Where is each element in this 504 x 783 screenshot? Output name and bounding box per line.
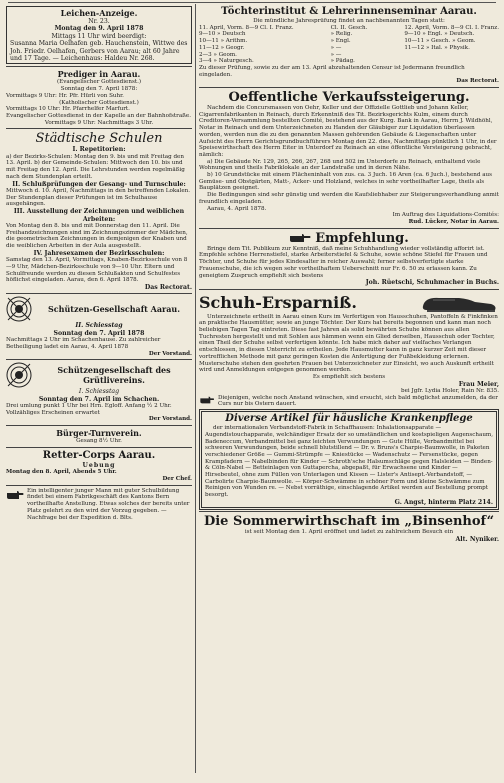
gruetli-title: Schützengesellschaft des Grütlivereins. [57, 365, 171, 386]
schuetzen-gesellschaft [6, 296, 192, 357]
versteigerung-place: Aarau, 4. April 1878. [207, 205, 267, 212]
schedule-row: » — [330, 51, 342, 58]
empfehlung [199, 231, 499, 287]
schedule-row: 11—12 » Ital. » Physik. [404, 44, 470, 51]
leichen-no: Nr. 23. [88, 18, 110, 25]
schedule-row: 2—3 » Geom. [199, 51, 237, 58]
versteigerung-footer: Die Bedingungen sind sehr günstig und werden die Kaufsliebhaber zur Steigerungsverhandlung anmit freundlich eingeladen. [199, 192, 499, 205]
schulen-head-3: IV. Jahresexamen der Bezirksschulen: [33, 249, 165, 257]
left-column [6, 6, 192, 521]
krankenpflege-sign: G. Angst, hinterm Platz 214. [394, 498, 493, 506]
schedule-row: 11. April, Vorm. 8—9 Cl. I. Franz. [199, 24, 294, 31]
pointing-hand-icon [289, 232, 311, 244]
divider [199, 289, 499, 290]
prediger-line-6: Vormittags 9 Uhr: Nachmittags 3 Uhr. [44, 119, 154, 126]
empfehlung-sign: Joh. Rüetschi, Schuhmacher in Buchs. [365, 279, 499, 287]
schedule-row: » — [330, 44, 342, 51]
divider [6, 359, 192, 360]
gruetli-schuetzen [6, 362, 192, 423]
divider [199, 87, 499, 88]
retter-corps [6, 450, 192, 483]
leichen-title: Leichen-Anzeige. [60, 8, 138, 18]
empfehlung-header [199, 231, 499, 246]
versteigerung-item-a: a) Die Gebäude Nr. 129, 265, 266, 267, 268 und 502 im Unterdorfe zu Reinach, enthaltend viele Wohnungen und theils Fabriklokale an der Landstraße und in deren Nähe. [199, 158, 481, 172]
schedule-left [199, 25, 294, 65]
divider [6, 128, 192, 129]
gruetli-date: Sonntag den 7. April im Schachen. [38, 395, 160, 403]
gruetli-signature: Der Vorstand. [148, 416, 192, 423]
schulen-head-1: II. Schlußprüfungen der Gesang- und Turnschule: [12, 180, 186, 188]
schulen-text-2: Von Montag den 8. bis und mit Donnerstag den 11. April. Die Freihandzeichnungen sind im Zeichnungszimmer der Mädchen, die geometrischen Zeichnungen in demjenigen der Knaben und die weiblichen Arbeiten in der Aula ausgestellt. [6, 222, 188, 250]
target-icon [6, 296, 32, 322]
divider [6, 425, 192, 426]
schuh-ersparnis [199, 292, 499, 409]
leichen-date: Montag den 9. April 1878 [54, 25, 144, 33]
prediger-title: Prediger in Aarau. [57, 69, 141, 80]
krankenpflege-title: Diverse Artikel für häusliche Krankenpflege [225, 413, 473, 425]
schuh-header [199, 292, 499, 314]
gruetli-text: Drei umlung punkt 1 Uhr bei Hrn. Egloff. Anfang ½ 2 Uhr. Vollzähliges Erscheinen erwartet [6, 403, 172, 416]
schuh-note: Diejenigen, welche noch Anstand wünschen, sind ersucht, sich bald möglichst anzumelden, da der Curs nur bis Ostern dauert. [218, 394, 498, 408]
sommer-text: ist seit Montag den 1. April eröffnet und ladet zu zahlreichem Besuch ein [244, 529, 454, 536]
versteigerung-auftrag: Im Auftrag des Liquidations-Comités: [392, 212, 499, 219]
retter-text: Montag den 8. April, Abends 5 Uhr. [6, 469, 117, 476]
prediger-line-5: Evangelischer Gottesdienst in der Kapelle an der Bahnhofstraße. [6, 112, 191, 119]
divider [199, 228, 499, 229]
prediger-line-3: (Katholischer Gottesdienst.) [59, 99, 139, 106]
versteigerung-item-b: b) 10 Grundstücke mit einem Flächeninhalt von zus. ca. 3 Juch. 16 Aren (ca. 6 Juch.), bestehend aus Gemüse- und Obstgärten, Matt-, Acker- und Holzland, welches in sehr vortheilhafter Lage, theils als Bauplätzen geeignet. [199, 172, 493, 192]
stellen-text: Ein intelligenter junger Mann mit guter Schulbildung findet bei einem Fabrikgeschäft des Kantons Bern vortheilhafte Anstellung. Etwas solches der bereits unter Platz gelehrt zu den wird der Vorzug gegeben. — Nachfrage bei der Expedition d. Blts. [27, 487, 190, 521]
pointing-hand-icon [6, 489, 24, 501]
lehrerin-line1: Die mündliche Jahresprüfung findet an nachbenannten Tagen statt: [253, 18, 445, 24]
sommerwirthschaft [199, 514, 499, 543]
leichen-anzeige [6, 6, 192, 64]
schedule-right [404, 25, 499, 65]
empfehlung-text: Bringe dem Tit. Publikum zur Kenntniß, daß meine Schuhhandlung wieder vollständig afforirt ist. Empfehle schöne Herrenstiefel, starke Arbeiterstiefel & Schuhe, sowie schöne Stiefel für Frauen und Töchter, und Schuhe für jedes Kindesalter in reicher Auswahl; ferner selbstverfertigte starke Frauenschuhe, die ich wegen sehr vortheilhaftem Ueberschnitt nur Fr. 6. 50 zu erlassen kann. Zu geneigtem Zuspruch empfiehlt sich bestens [199, 245, 488, 279]
schulen-head-2: III. Ausstellung der Zeichnungen und weiblichen Arbeiten: [13, 208, 185, 223]
lehrerin-schedule [199, 25, 499, 65]
versteigerung-sign: Rud. Lücker, Notar in Aarau. [408, 218, 499, 225]
verkaufssteigerung [199, 90, 499, 226]
schuh-title: Schuh-Ersparniß. [199, 293, 357, 313]
schulen-text-3: Samstag den 13. April, Vormittags, Knaben-Bezirksschule von 8—9 Uhr, Mädchen-Bezirksschule von 9—10 Uhr. Eltern und Schulfreunde werden zu diesen Schlußakten und Schulfestes höflichst eingeladen. Aarau, den 6. April 1878. [6, 257, 188, 284]
schuetzen-date: Sonntag den 7. April 1878 [53, 329, 145, 337]
column-rule [195, 4, 196, 773]
schedule-mid [331, 25, 368, 65]
schedule-row: 12. April, Vorm. 8—9 Cl. I. Franz. [404, 24, 499, 31]
divider [6, 447, 192, 448]
versteigerung-text: Nachdem die Concursmassen von Oehr, Keller und der Offizielle Gottlieb und Johann Keller, Cigarrenfabrikanten in Reinach, durch Erkenntniß des Tit. Bezirksgerichts Kulm, einem durch Creditoren-Versammlung bestellten Comité, bestehend aus der Kurg. Bank in Aarau, Herrn J. Wildhöhl, Notar in Reinach und dem Unterzeichneten zu Handen der Gläubiger zur Liquidation überlassen worden, werden nun die zu den genannten Massen gehörenden Gebäude & Liegenschaften unter Aufsicht des Herrn Gerichtsgrundbuchführers Montag den 22. dies, Nachmittags pünktlich 1 Uhr, in der Speisewirthschaft des Herrn Eiter in Unterdorf zu Reinach an eine öffentliche Versteigerung gebracht, nämlich: [199, 105, 497, 158]
gruetli-header [6, 362, 192, 388]
target-icon [6, 362, 32, 388]
prediger [6, 69, 192, 126]
retter-signature: Der Chef. [162, 476, 192, 482]
schedule-row: 10—11 » Gesch. » Geom. [404, 38, 476, 45]
pointing-hand-icon [199, 395, 215, 405]
versteigerung-title: Oeffentliche Verkaufssteigerung. [228, 90, 470, 106]
schuetzen-header [6, 296, 192, 322]
leichen-text: Susanna Maria Oelhafen geb. Hauchenstein, Wittwe des Joh. Friedr. Oelhafen, Gerbers von Aarau; alt 60 Jahre und 17 Tage. — Leichenhaus: Haldeu Nr. 268. [10, 40, 188, 63]
staedtische-schulen [6, 131, 192, 291]
schulen-text-1: Mittwoch d. 10. April, Nachmittags in den betreffenden Lokalen. Der Stundenplan dieser Prüfungen ist im Schulhause ausgehängen. [6, 187, 191, 208]
sommer-sign: Alt. Nyniker. [455, 536, 499, 543]
schedule-row: 10—11 » Arithm. [199, 38, 248, 45]
right-column [199, 6, 499, 543]
lehrerin-title: Töchterinstitut & Lehrerinnenseminar Aarau. [221, 6, 477, 17]
empfehlung-title: Empfehlung. [315, 230, 409, 246]
divider [6, 485, 192, 486]
buerger-text: Gesang 8½ Uhr. [76, 438, 122, 445]
lehrerin-signature: Das Rectorat. [456, 78, 499, 85]
prediger-line-1: Sonntag den 7. April 1878: [60, 86, 138, 93]
schulen-signature: Das Rectorat. [144, 283, 192, 291]
lehrerin-footer: Zu dieser Prüfung, sowie zu der am 13. April abzuhaltenden Censur ist Jedermann freundlich eingeladen. [199, 64, 465, 78]
top-rule [8, 2, 496, 3]
schulen-text-0: a) der Bezirks-Schulen: Montag den 9. bis und mit Freitag den 13. April. b) der Gemeinde-Schulen: Mittwoch den 10. bis und mit Freitag den 12. April. Die Lehrstunden werden regelmäßig nach dem Stundenplan erteilt. [6, 153, 185, 180]
schuh-empf: Es empfiehlt sich bestens [312, 373, 386, 380]
schedule-row: 3—4 » Naturgesch. [199, 58, 254, 65]
divider [199, 511, 499, 512]
schuh-sign: Frau Meier, [458, 380, 499, 388]
retter-title: Retter-Corps Aarau. [42, 449, 156, 461]
retter-sub: Uebung [82, 461, 116, 469]
schulen-head-0: I. Repetitorien: [72, 146, 126, 154]
prediger-line-2: Vormittags 9 Uhr: Hr. Pfr. Hürli von Suhr. [6, 92, 124, 99]
buerger-title: Bürger-Turnverein. [56, 428, 142, 439]
krankenpflege-text: der internationalen Verbandstoff-Fabrik in Schaffhausen: Inhalationsapparate — Augendistouchapparate, welchändiger Ersatz der so umständlichen und kostspieligen Augenschaum, Badeneccum, Verbandmittel bei ganz leichten Verwundungen — Gute Hülle, Verbandmittel bei schweren Verwundungen, beide schnell blutstillend — Dr. v. Bruns's Charpie-Baumwolle, in Paketen verschiedener Größe — Gummi-Strümpfe — Kniestücke — Wadenschutz — Fersenstücke, gegen Krampfadern — Nabelbinden für Kinder — Schroth'sche Halsumschläge gegen Halsleiden — Binden- & Cöln-Nabel — Betteinlagen von Guttapercha, abgepaßt, für Erwachsene und Kinder — Hirsebeutel, ohne zum Füllen von Unterlagen und Kissen — Lister's Antisept.-Verbandstoff, — Carbolirte Charpie-Baumwolle. — Körper-Schwämme in schöner Form und kleine Schwämme zum Reinigen von Wunden re. — Nebst vorräthige, einschlagende Artikel werden auf Bestellung prompt besorgt. [205, 425, 494, 499]
schuetzen-title: Schützen-Gesellschaft Aarau. [47, 304, 181, 315]
schuh-text: Unterzeichnete ertheilt in Aarau einen Kurs im Verfertigen von Hausschuhen, Pantoffeln & Finkfinken an praktische Hausmütter, sowie an junge Töchter. Der Kurs hat bereits begonnen und kann man noch beliebigen Tagen Tag eintreten. Diese fast Jahren als solid bewährten Schuhe können aus allen Tuchresten hergestellt und mit Sohlen aus hämmen wenn ein Glied derselben, Hausschuh oder Tochter, einen Theil der Schuhe selbst verfertigen könnte. Ich habe mich daher auf vielfaches Verlangen entschlossen, in diesen Unterricht zu ertheilen. Jede Hausmutter kann in ganz kurzer Zeit mit dieser vortrefflichen Methode mit ganz geringen Kosten die Anfertigung der Fußbekleidung erlernen. Musterschuhe stehen den geehrten Frauen bei Unterzeichneter zur Einsicht, wo auch Auskunft ertheilt wird und Anmeldungen entgegen genommen werden. [199, 313, 498, 374]
schuh-sign2: bei Jgfr. Lydia Holer, Rain Nr. 835. [401, 388, 499, 395]
divider [6, 66, 192, 67]
schedule-row: » Engl. [330, 38, 351, 45]
sommer-title: Die Sommerwirthschaft im „Binsenhof“ [203, 514, 495, 530]
schuetzen-text: Nachmittags 2 Uhr im Schachenhause. Zu zahlreicher Betheiligung ladet ein Aarau, 4. April 1878 [6, 337, 161, 350]
schulen-title: Städtische Schulen [35, 131, 163, 147]
toechterinstitut [199, 6, 499, 85]
schedule-row: 9—10 » Deutsch [199, 31, 246, 38]
leichen-time: Mittags 11 Uhr wird beerdigt: [51, 32, 147, 40]
schedule-row: 9—10 » Engl. » Deutsch. [404, 31, 475, 38]
buerger-turnverein [6, 428, 192, 445]
schedule-row: Cl. II. Gesch. [330, 24, 368, 31]
prediger-line-0: (Evangelischer Gottesdienst.) [56, 79, 142, 86]
schuetzen-sub: II. Schiesstag [75, 322, 123, 330]
stellenanzeige [6, 488, 192, 522]
krankenpflege [201, 411, 497, 508]
schedule-row: » Relig. [330, 31, 353, 38]
divider [6, 293, 192, 294]
schuh-note-row [199, 395, 499, 408]
schedule-row: 11—12 » Geogr. [199, 44, 245, 51]
prediger-line-4: Vormittags 10 Uhr: Hr. Pfarrhelfer Marfurt. [6, 106, 130, 113]
schedule-row: » Pädag. [330, 58, 355, 65]
gruetli-sub: I. Schiesstag [78, 388, 120, 396]
shoe-illustration [419, 292, 499, 314]
schuetzen-signature: Der Vorstand. [148, 350, 192, 357]
